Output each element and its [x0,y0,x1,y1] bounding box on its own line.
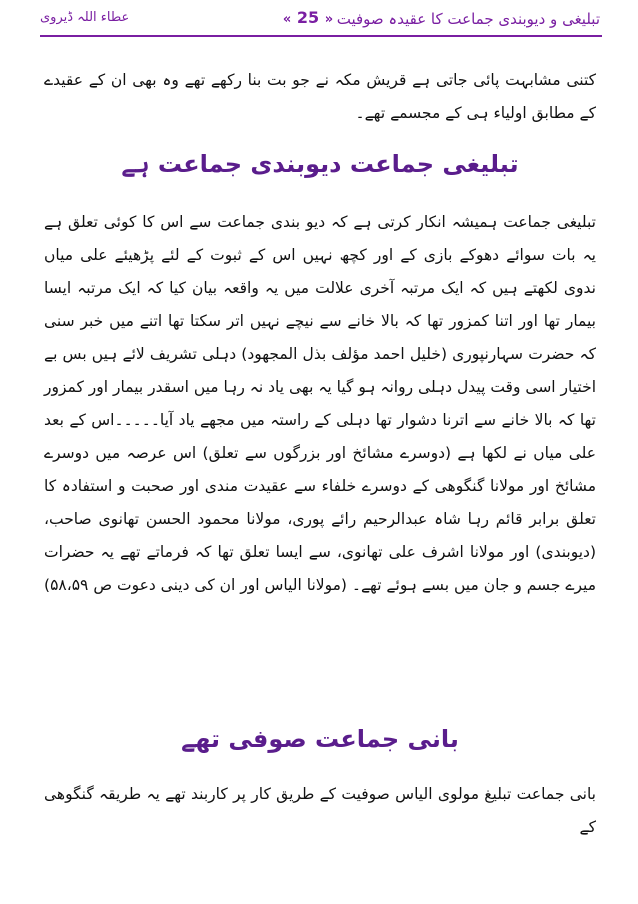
section-heading-deobandi: تبلیغی جماعت دیوبندی جماعت ہے [121,150,519,178]
section-heading-founder-sufi: بانی جماعت صوفی تھے [181,725,459,753]
paragraph-founder [44,778,596,844]
header-divider [40,35,602,37]
ornament-right-icon: » [324,12,334,27]
paragraph-intro [44,64,596,130]
paragraph-text: کتنی مشابہت پائی جاتی ہے قریش مکہ نے جو بت بنا رکھے تھے وہ بھی ان کے عقیدے کے مطابق اولیاء ہی کے مجسمے تھے۔ [44,71,596,122]
ornament-left-icon: « [282,12,292,27]
paragraph-main [44,206,596,602]
paragraph-text: تبلیغی جماعت ہمیشہ انکار کرتی ہے کہ دیو بندی جماعت سے اس کا کوئی تعلق ہے یہ بات سوائے دھوکے بازی کے اور کچھ نہیں اس کے ثبوت کے لئے پڑھیئے علی میاں ندوی لکھتے ہیں کہ ایک مرتبہ آخری علالت میں یہ واقعہ بیان کیا کہ ایک مرتبہ ایسا بیمار تھا اور اتنا کمزور تھا کہ بالا خانے سے نیچے نہیں اتر سکتا تھا اتنے میں خبر سنی کہ حضرت سہارنپوری (خلیل احمد مؤلف بذل المجھود) دہلی تشریف لائے ہیں بس بے اختیار اسی وقت پیدل دہلی روانہ ہو گیا یہ بھی یاد نہ رہا میں اسقدر بیمار اور کمزور تھا کہ بالا خانے سے اترنا دشوار تھا دہلی کے راستہ میں مجھے یاد آیا۔۔۔۔۔اس کے بعد علی میاں نے لکھا ہے (دوسرے مشائخ اور بزرگوں سے تعلق) اس عرصہ میں دوسرے مشائخ اور مولانا گنگوھی کے دوسرے خلفاء سے عقیدت مندی اور صحبت و استفادہ کا تعلق برابر قائم رہا شاہ عبدالرحیم رائے پوری، مولانا محمود الحسن تھانوی صاحب، (دیوبندی) اور مولانا اشرف علی تھانوی، سے ایسا تعلق تھا کہ فرماتے تھے یہ حضرات میرے جسم و جان میں بسے ہوئے تھے۔ (مولانا الیاس اور ان کی دینی دعوت ص ۵۸،۵۹) [44,213,596,594]
page-number-value: 25 [296,8,320,27]
paragraph-text: بانی جماعت تبلیغ مولوی الیاس صوفیت کے طریق کار پر کاربند تھے یہ طریقہ گنگوھی کے [44,785,596,836]
page-number [268,8,348,32]
header-book-title: تبلیغی و دیوبندی جماعت کا عقیدہ صوفیت [336,10,600,28]
header-author: عطاء اللہ ڈیروی [40,10,130,25]
running-header [40,8,600,34]
